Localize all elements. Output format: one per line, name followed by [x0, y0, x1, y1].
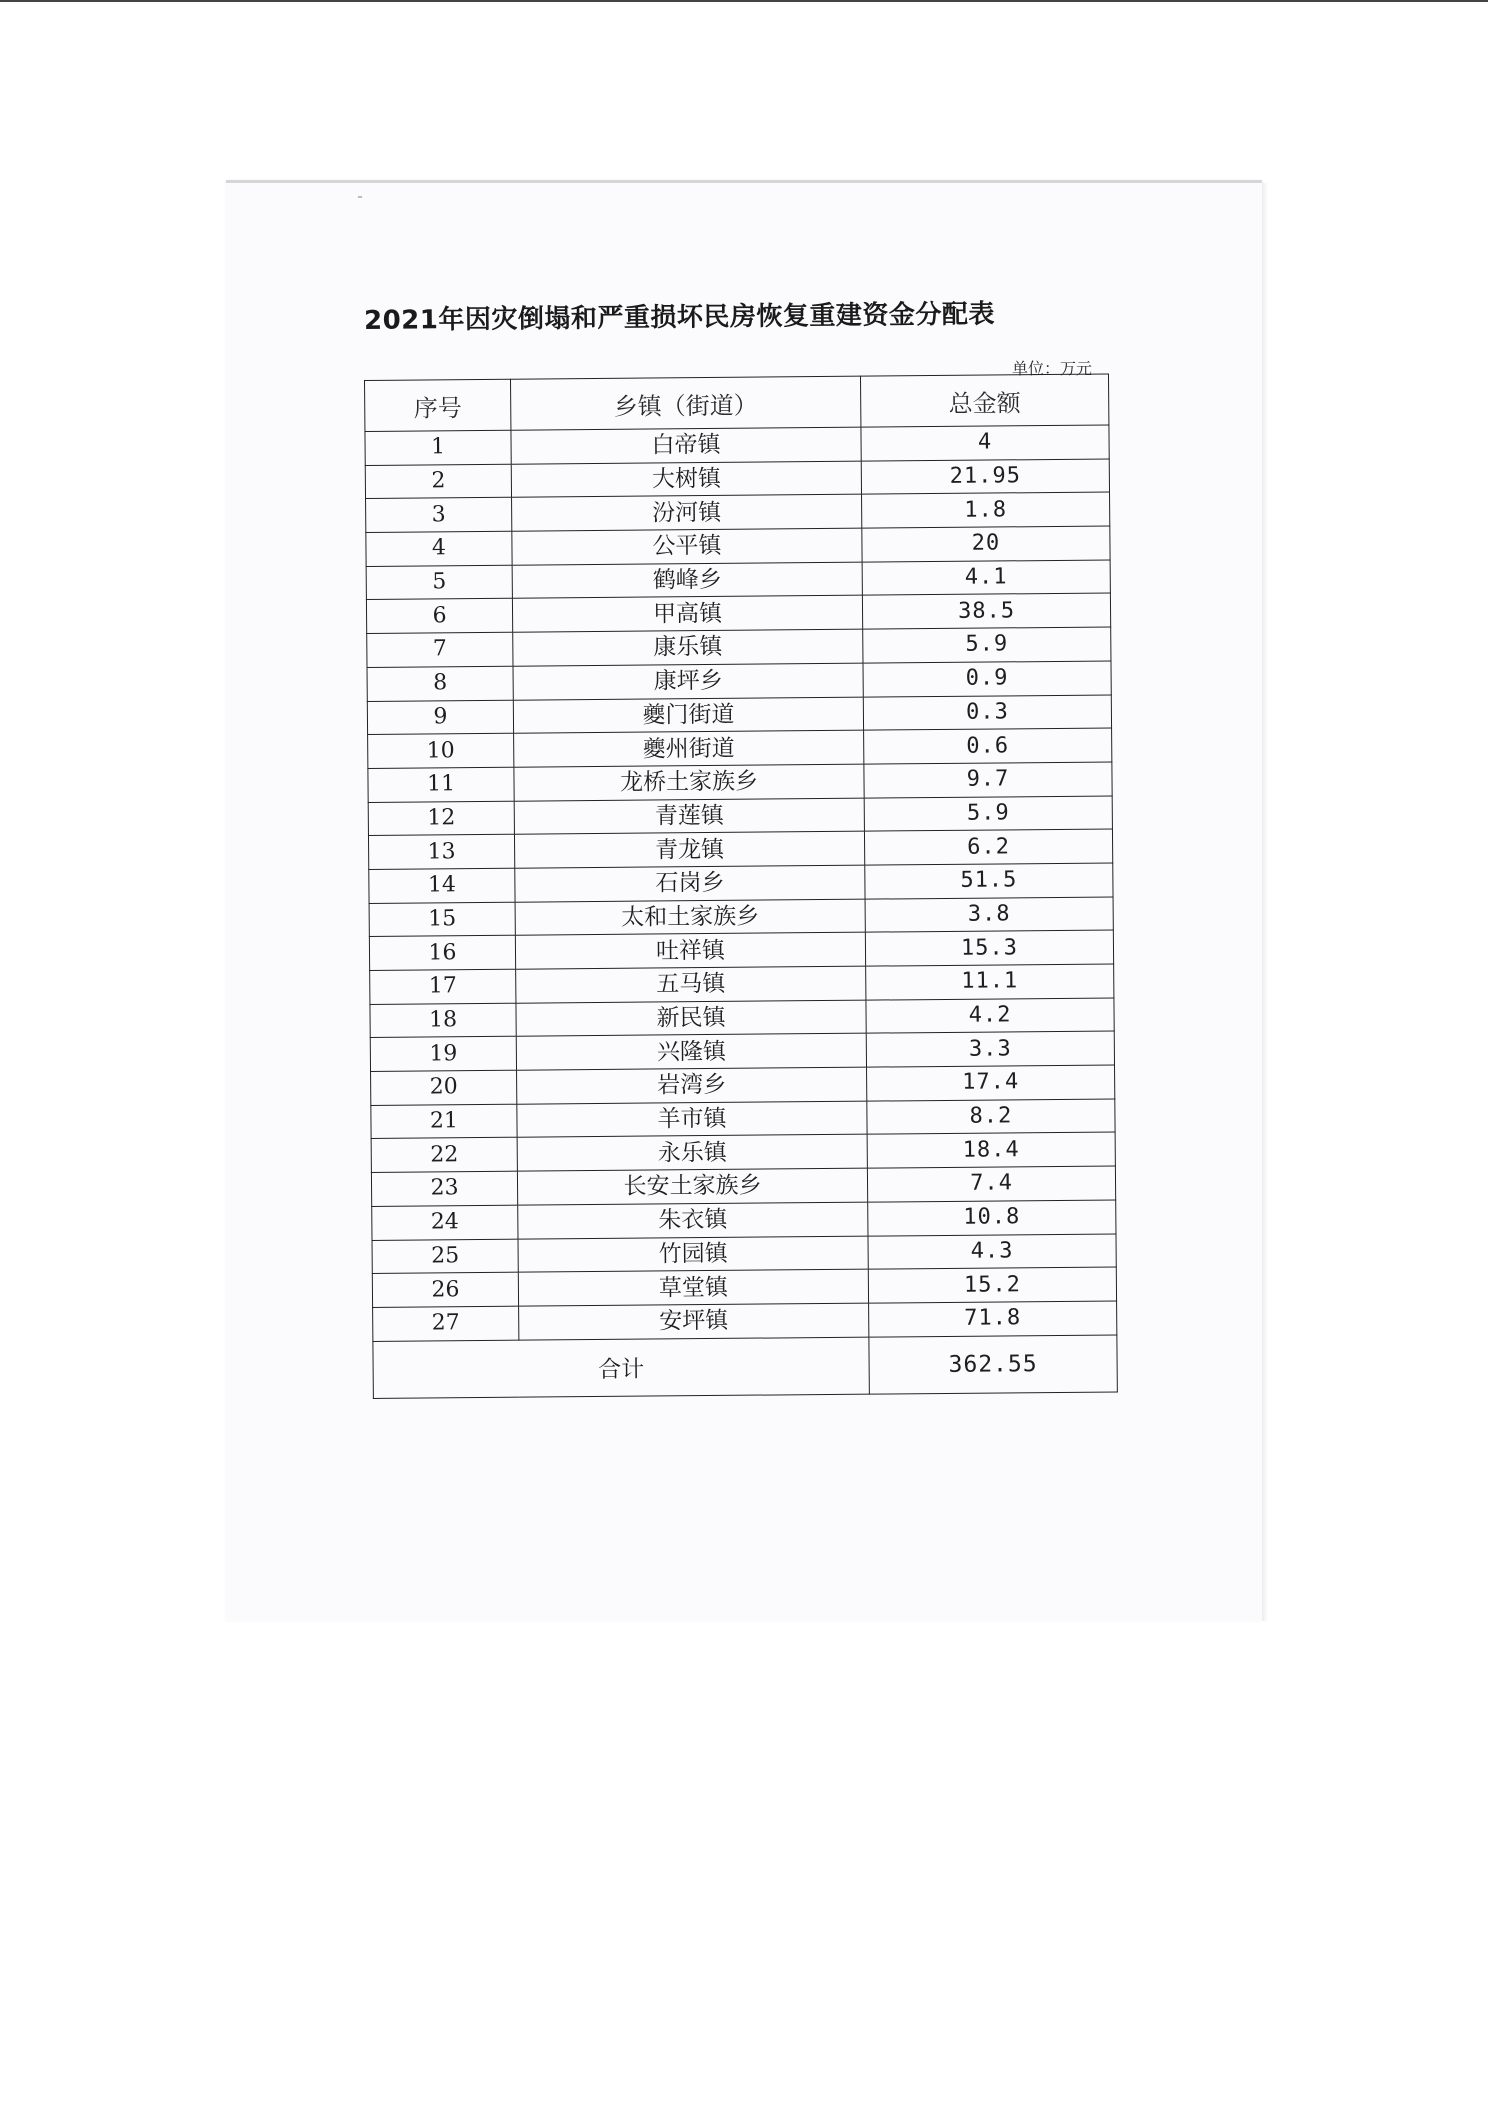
- row-seq: 25: [372, 1239, 518, 1274]
- row-town: 汾河镇: [512, 495, 862, 532]
- row-amount: 10.8: [868, 1200, 1116, 1236]
- row-town: 长安土家族乡: [517, 1168, 867, 1205]
- row-seq: 23: [371, 1171, 517, 1206]
- row-town: 五马镇: [516, 966, 866, 1003]
- row-seq: 13: [368, 834, 514, 869]
- total-label: 合计: [373, 1337, 869, 1398]
- allocation-table: [364, 373, 1118, 1398]
- document-title: 2021年因灾倒塌和严重损坏民房恢复重建资金分配表: [363, 299, 996, 336]
- row-amount: 15.2: [868, 1267, 1116, 1303]
- row-amount: 0.9: [863, 661, 1111, 697]
- row-town: 青莲镇: [514, 798, 864, 835]
- row-amount: 4: [861, 425, 1109, 461]
- row-seq: 27: [373, 1306, 519, 1341]
- row-town: 康坪乡: [513, 663, 863, 700]
- row-seq: 21: [371, 1104, 517, 1139]
- header-row: [365, 374, 1109, 431]
- row-seq: 8: [367, 666, 513, 701]
- row-amount: 15.3: [865, 930, 1113, 966]
- row-seq: 12: [368, 801, 514, 836]
- row-amount: 71.8: [869, 1301, 1117, 1337]
- row-seq: 26: [372, 1272, 518, 1307]
- header-amount: 总金额: [860, 374, 1108, 427]
- row-seq: 4: [366, 531, 512, 566]
- row-town: 夔州街道: [514, 730, 864, 767]
- row-town: 太和土家族乡: [515, 899, 865, 936]
- row-seq: 11: [368, 767, 514, 802]
- row-town: 朱衣镇: [518, 1202, 868, 1239]
- row-amount: 4.1: [862, 560, 1110, 596]
- row-town: 羊市镇: [517, 1101, 867, 1138]
- row-amount: 4.2: [866, 998, 1114, 1034]
- row-seq: 10: [368, 733, 514, 768]
- row-seq: 16: [369, 936, 515, 971]
- row-town: 新民镇: [516, 1000, 866, 1037]
- row-town: 白帝镇: [511, 427, 861, 464]
- row-seq: 9: [367, 700, 513, 735]
- table-body: [365, 425, 1117, 1341]
- row-seq: 15: [369, 902, 515, 937]
- row-seq: 5: [366, 565, 512, 600]
- row-amount: 0.3: [863, 694, 1111, 730]
- row-seq: 2: [365, 464, 511, 499]
- row-seq: 6: [366, 599, 512, 634]
- row-amount: 3.3: [866, 1031, 1114, 1067]
- row-amount: 38.5: [862, 593, 1110, 629]
- row-amount: 11.1: [866, 964, 1114, 1000]
- row-town: 永乐镇: [517, 1135, 867, 1172]
- row-amount: 5.9: [863, 627, 1111, 663]
- row-seq: 17: [370, 969, 516, 1004]
- row-amount: 21.95: [861, 459, 1109, 495]
- row-town: 兴隆镇: [516, 1034, 866, 1071]
- total-amount: 362.55: [869, 1335, 1117, 1394]
- row-town: 鹤峰乡: [512, 562, 862, 599]
- row-town: 龙桥土家族乡: [514, 764, 864, 801]
- allocation-table-wrapper: [364, 374, 1117, 1399]
- row-amount: 18.4: [867, 1132, 1115, 1168]
- row-amount: 4.3: [868, 1233, 1116, 1269]
- table-footer: [373, 1335, 1117, 1398]
- row-town: 公平镇: [512, 528, 862, 565]
- unit-note: 单位：万元: [1012, 359, 1093, 378]
- row-town: 夔门街道: [513, 697, 863, 734]
- row-amount: 3.8: [865, 897, 1113, 933]
- header-town: 乡镇（街道）: [510, 376, 860, 430]
- row-amount: 20: [862, 526, 1110, 562]
- row-town: 吐祥镇: [515, 932, 865, 969]
- row-seq: 24: [372, 1205, 518, 1240]
- row-seq: 7: [367, 632, 513, 667]
- row-amount: 17.4: [867, 1065, 1115, 1101]
- row-town: 石岗乡: [515, 865, 865, 902]
- table-header: [365, 374, 1109, 431]
- row-amount: 7.4: [867, 1166, 1115, 1202]
- row-seq: 1: [365, 430, 511, 465]
- row-town: 康乐镇: [513, 629, 863, 666]
- row-town: 青龙镇: [514, 831, 864, 868]
- row-seq: 19: [370, 1037, 516, 1072]
- row-amount: 51.5: [865, 863, 1113, 899]
- page-top-border: [0, 0, 1488, 2]
- row-amount: 9.7: [864, 762, 1112, 798]
- row-seq: 14: [369, 868, 515, 903]
- row-seq: 18: [370, 1003, 516, 1038]
- row-amount: 1.8: [862, 492, 1110, 528]
- row-town: 岩湾乡: [517, 1067, 867, 1104]
- row-town: 安坪镇: [519, 1303, 869, 1340]
- row-amount: 0.6: [864, 728, 1112, 764]
- row-town: 竹园镇: [518, 1236, 868, 1273]
- row-town: 草堂镇: [518, 1269, 868, 1306]
- header-seq: 序号: [365, 379, 511, 431]
- row-seq: 20: [371, 1070, 517, 1105]
- row-amount: 8.2: [867, 1099, 1115, 1135]
- row-seq: 3: [366, 498, 512, 533]
- row-seq: 22: [371, 1138, 517, 1173]
- scan-speck: [358, 196, 362, 198]
- row-town: 大树镇: [511, 461, 861, 498]
- row-town: 甲高镇: [512, 596, 862, 633]
- row-amount: 5.9: [864, 796, 1112, 832]
- row-amount: 6.2: [864, 829, 1112, 865]
- total-row: [373, 1335, 1117, 1398]
